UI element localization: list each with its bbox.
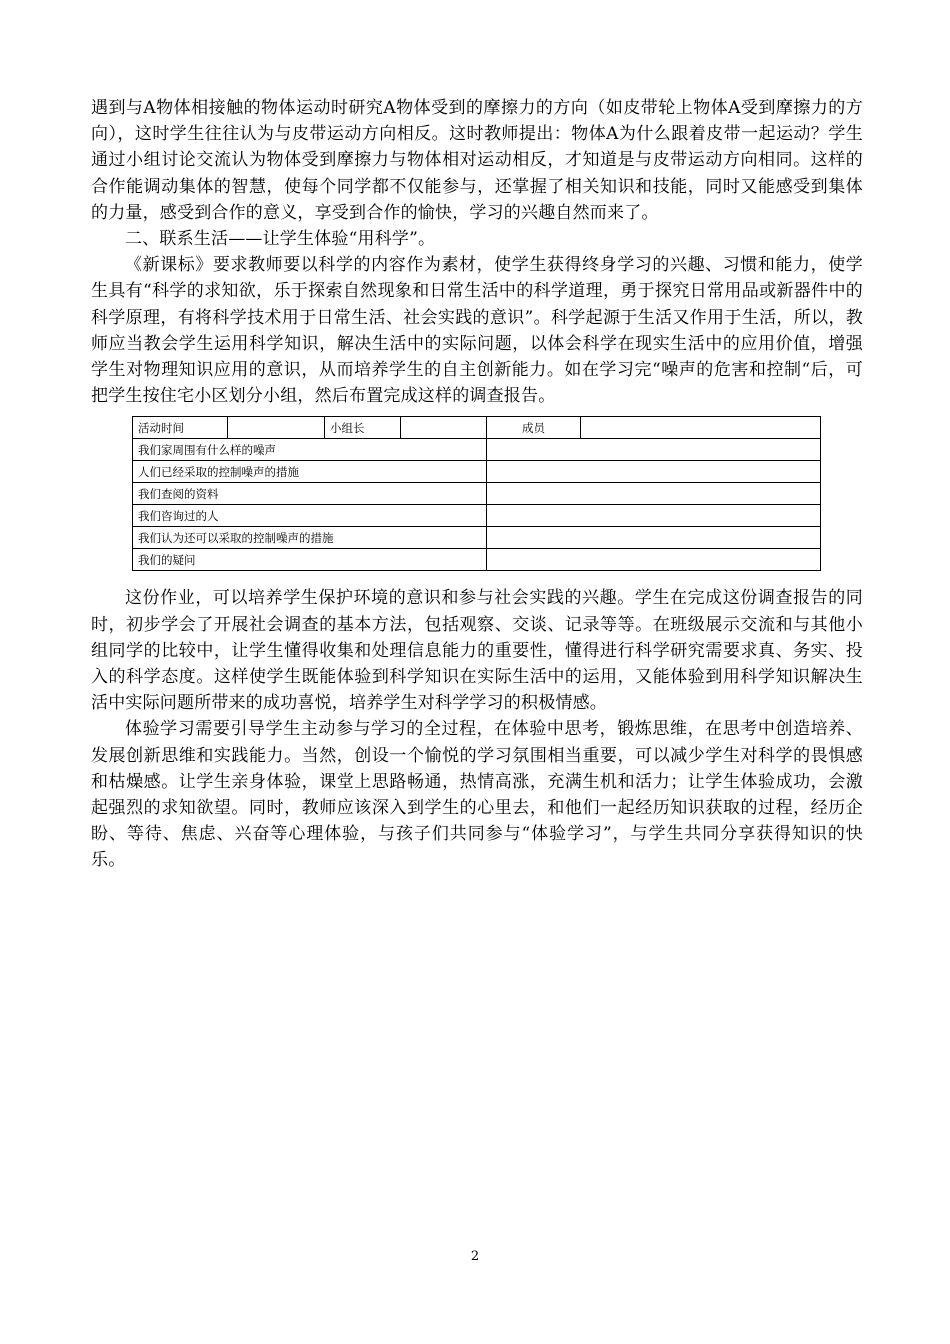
table-row [133,461,821,483]
table-header-row [133,417,821,439]
row-label: 人们已经采取的控制噪声的措施 [133,461,487,483]
table-row [133,483,821,505]
page-number: 2 [470,1249,480,1264]
row-label: 我们查阅的资料 [133,483,487,505]
row-value [487,461,821,483]
row-label: 我们家周围有什么样的噪声 [133,439,487,461]
table-row [133,527,821,549]
row-value [487,527,821,549]
paragraph-1: 遇到与A物体相接触的物体运动时研究A物体受到的摩擦力的方向（如皮带轮上物体A受到摩擦力的方向），这时学生往往认为与皮带运动方向相反。这时教师提出：物体A为什么跟着皮带一起运动？学生通过小组讨论交流认为物体受到摩擦力与物体相对运动相反，才知道是与皮带运动方向相同。这样的合作能调动集体的智慧，使每个同学都不仅能参与，还掌握了相关知识和技能，同时又能感受到集体的力量，感受到合作的意义，享受到合作的愉快，学习的兴趣自然而来了。 [91,98,863,223]
paragraph-4: 体验学习需要引导学生主动参与学习的全过程，在体验中思考，锻炼思维，在思考中创造培养、发展创新思维和实践能力。当然，创设一个愉悦的学习氛围相当重要，可以减少学生对科学的畏惧感和枯燥感。让学生亲身体验，课堂上思路畅通，热情高涨，充满生机和活力；让学生体验成功，会激起强烈的求知欲望。同时，教师应该深入到学生的心里去，和他们一起经历知识获取的过程，经历企盼、等待、焦虑、兴奋等心理体验，与孩子们共同参与“体验学习”，与学生共同分享获得知识的快乐。 [91,719,863,871]
row-label: 我们咨询过的人 [133,505,487,527]
document-page [91,95,863,874]
survey-report-table [132,416,821,571]
activity-time-cell [228,417,325,439]
row-value [487,549,821,571]
row-label: 我们认为还可以采取的控制噪声的措施 [133,527,487,549]
paragraph-3: 这份作业，可以培养学生保护环境的意识和参与社会实践的兴趣。学生在完成这份调查报告的同时，初步学会了开展社会调查的基本方法，包括观察、交谈、记录等等。在班级展示交流和与其他小组同学的比较中，让学生懂得收集和处理信息能力的重要性，懂得进行科学研究需要求真、务实、投入的科学态度。这样使学生既能体验到科学知识在实际生活中的运用，又能体验到用科学知识解决生活中实际问题所带来的成功喜悦，培养学生对科学学习的积极情感。 [91,588,863,714]
group-leader-cell [401,417,487,439]
section-heading-2: 二、联系生活——让学生体验“用科学”。 [125,229,436,250]
row-value [487,439,821,461]
table-row [133,549,821,571]
members-cell [581,417,821,439]
row-value [487,483,821,505]
group-leader-label: 小组长 [325,417,401,439]
members-label: 成员 [487,417,581,439]
table-row [133,439,821,461]
row-value [487,505,821,527]
table-row [133,505,821,527]
row-label: 我们的疑问 [133,549,487,571]
paragraph-2: 《新课标》要求教师要以科学的内容作为素材，使学生获得终身学习的兴趣、习惯和能力，使学生具有“科学的求知欲，乐于探索自然现象和日常生活中的科学道理，勇于探究日常用品或新器件中的科学原理，有将科学技术用于日常生活、社会实践的意识”。科学起源于生活又作用于生活，所以，教师应当教会学生运用科学知识，解决生活中的实际问题，以体会科学在现实生活中的应用价值，增强学生对物理知识应用的意识，从而培养学生的自主创新能力。如在学习完“噪声的危害和控制“后，可把学生按住宅小区划分小组，然后布置完成这样的调查报告。 [91,255,863,407]
activity-time-label: 活动时间 [133,417,228,439]
